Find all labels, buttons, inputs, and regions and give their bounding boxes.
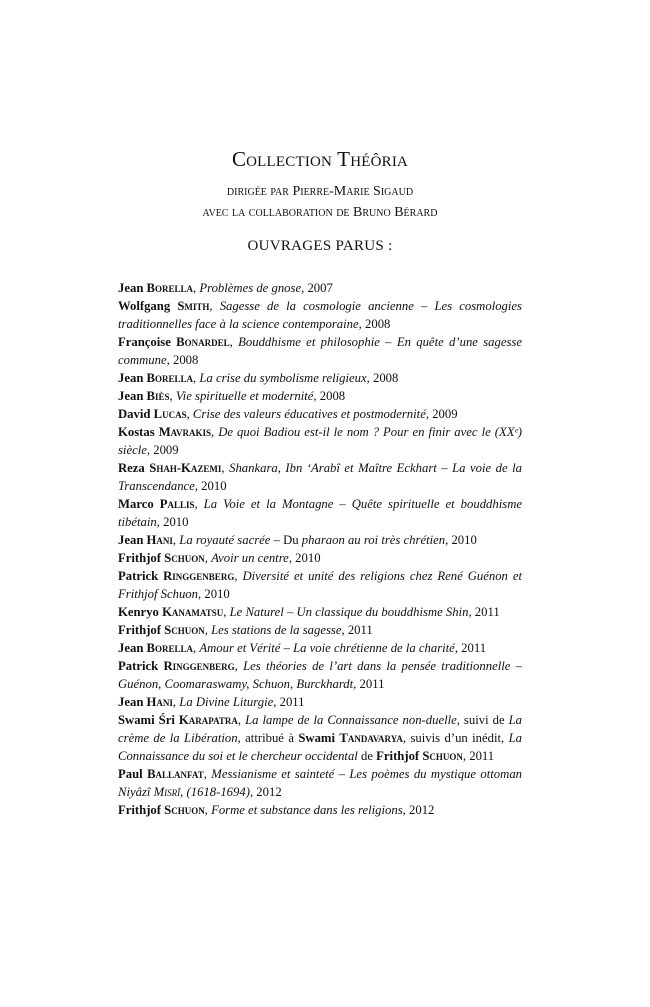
book-title: Vie spirituelle et modernité bbox=[175, 389, 314, 403]
entry-text: , bbox=[223, 605, 230, 619]
list-item bbox=[118, 279, 522, 297]
entry-text: , bbox=[204, 803, 212, 817]
author-name: Ballanfat bbox=[147, 767, 204, 781]
list-item bbox=[118, 765, 522, 801]
entry-text: , 2008 bbox=[358, 317, 391, 331]
entry-text: , 2011 bbox=[341, 623, 373, 637]
author-name: Jean bbox=[118, 695, 147, 709]
author-name: Shah-Kazemi bbox=[149, 461, 222, 475]
book-title: La lampe de la Connaissance non-duelle bbox=[245, 713, 457, 727]
book-list bbox=[118, 279, 522, 819]
book-title: Shankara, Ibn ‘Arabî et Maître Eckhart – La voie de la Transcendance, bbox=[118, 461, 522, 493]
entry-text: , bbox=[172, 533, 180, 547]
book-title: Les stations de la sagesse bbox=[211, 623, 342, 637]
list-item bbox=[118, 405, 522, 423]
entry-text: , 2010 bbox=[288, 551, 321, 565]
list-item bbox=[118, 387, 522, 405]
list-item bbox=[118, 657, 522, 693]
list-item bbox=[118, 621, 522, 639]
author-name: Tandavarya bbox=[339, 731, 403, 745]
directed-by-line: dirigée par Pierre-Marie Sigaud bbox=[226, 184, 414, 199]
book-title: La royauté sacrée bbox=[179, 533, 271, 547]
entry-text: , bbox=[204, 551, 212, 565]
book-title: Problèmes de gnose bbox=[199, 281, 302, 295]
entry-text: , bbox=[234, 569, 243, 583]
entry-text: , 2011 bbox=[454, 641, 487, 655]
author-name: Schuon bbox=[164, 551, 205, 565]
author-name: Jean bbox=[118, 533, 147, 547]
entry-text: , bbox=[193, 281, 200, 295]
entry-text: , 2008 bbox=[313, 389, 346, 403]
book-title: La crise du symbolisme religieux bbox=[199, 371, 367, 385]
author-name: Swami bbox=[298, 731, 340, 745]
book-title: La Connaissance du soi et le chercheur occidental bbox=[118, 731, 523, 763]
list-item bbox=[118, 693, 522, 711]
author-name: Borella bbox=[146, 641, 194, 655]
list-item bbox=[118, 459, 522, 495]
entry-text: , bbox=[194, 497, 204, 511]
author-name: Patrick bbox=[118, 659, 164, 673]
author-name: Jean bbox=[118, 371, 147, 385]
author-name: Karapatra bbox=[178, 713, 238, 727]
author-name: Frithjof bbox=[118, 623, 165, 637]
author-name: Kanamatsu bbox=[162, 605, 224, 619]
entry-text: , bbox=[186, 407, 193, 421]
book-title: Le Naturel – Un classique du bouddhisme Shin bbox=[229, 605, 469, 619]
author-name: Lucas bbox=[153, 407, 187, 421]
entry-text: , 2010 bbox=[445, 533, 477, 547]
entry-text: , 2012 bbox=[402, 803, 435, 817]
author-name: Borella bbox=[146, 371, 194, 385]
author-name: Ringgenberg bbox=[163, 659, 235, 673]
book-title: Diversité et unité des religions chez René Guénon et Frithjof Schuon bbox=[118, 569, 523, 601]
book-title: Messianisme et sainteté – Les poèmes du mystique ottoman Niyâzî bbox=[118, 767, 523, 799]
author-name: Jean bbox=[118, 281, 147, 295]
list-item bbox=[118, 711, 522, 765]
entry-text: , 2011 bbox=[353, 677, 385, 691]
author-name: Marco bbox=[118, 497, 160, 511]
list-item bbox=[118, 549, 522, 567]
book-title: De quoi Badiou est-il le nom ? Pour en finir avec le (XXᵉ) siècle bbox=[118, 425, 523, 457]
entry-text: , 2010 bbox=[198, 587, 230, 601]
entry-text: , 2011 bbox=[273, 695, 305, 709]
entry-text: , bbox=[204, 623, 212, 637]
list-item bbox=[118, 369, 522, 387]
collection-title: Collection Théôria bbox=[231, 147, 409, 171]
list-item bbox=[118, 495, 522, 531]
entry-text: , bbox=[203, 767, 212, 781]
entry-text: , attribué à bbox=[237, 731, 299, 745]
author-name: Françoise bbox=[118, 335, 177, 349]
entry-text: , bbox=[234, 659, 244, 673]
entry-text: , 2007 bbox=[301, 281, 333, 295]
author-name: Smith bbox=[177, 299, 210, 313]
book-title: La crème de la Libération bbox=[118, 713, 522, 745]
book-title: Bouddhisme et philosophie – En quête d’une sagesse commune bbox=[118, 335, 523, 367]
entry-text: 2010 bbox=[198, 479, 227, 493]
entry-text: , 2012 bbox=[249, 785, 282, 799]
author-name: Reza bbox=[118, 461, 150, 475]
author-name: Frithjof bbox=[376, 749, 423, 763]
book-title: Crise des valeurs éducatives et postmodernité bbox=[192, 407, 426, 421]
list-item bbox=[118, 801, 522, 819]
author-name: Wolfgang bbox=[118, 299, 178, 313]
entry-text: , suivis d’un inédit, bbox=[402, 731, 509, 745]
author-name: Schuon bbox=[164, 803, 205, 817]
author-name: Paul bbox=[118, 767, 148, 781]
book-title: Les théories de l’art dans la pensée traditionnelle – Guénon, Coomaraswamy, Schuon, Burckhardt bbox=[118, 659, 522, 691]
entry-text: , suivi de bbox=[456, 713, 509, 727]
book-title: , (1618-1694) bbox=[180, 785, 250, 799]
entry-text: , bbox=[172, 695, 180, 709]
book-title: La Divine Liturgie bbox=[179, 695, 274, 709]
author-name: Bonardel bbox=[176, 335, 230, 349]
list-item bbox=[118, 567, 522, 603]
entry-text: , bbox=[221, 461, 230, 475]
entry-text: , bbox=[169, 389, 176, 403]
entry-text: , bbox=[211, 425, 219, 439]
list-item bbox=[118, 423, 522, 459]
list-item bbox=[118, 531, 522, 549]
entry-text: , bbox=[237, 713, 246, 727]
author-name: Frithjof bbox=[118, 551, 165, 565]
author-name: Jean bbox=[118, 389, 147, 403]
list-item bbox=[118, 603, 522, 621]
entry-text: , 2011 bbox=[468, 605, 500, 619]
entry-text: , 2008 bbox=[366, 371, 399, 385]
author-name: Schuon bbox=[422, 749, 463, 763]
entry-text: , 2008 bbox=[166, 353, 199, 367]
author-name: Jean bbox=[118, 641, 147, 655]
entry-text: , bbox=[193, 641, 200, 655]
entry-text: , 2009 bbox=[146, 443, 179, 457]
author-name: Hani bbox=[146, 695, 173, 709]
author-name: Biès bbox=[146, 389, 170, 403]
book-title: Forme et substance dans les religions bbox=[211, 803, 403, 817]
author-name: Borella bbox=[146, 281, 194, 295]
collaboration-line: avec la collaboration de Bruno Bérard bbox=[202, 205, 438, 220]
author-name: Swami Śri bbox=[118, 713, 179, 727]
author-name: Kenryo bbox=[118, 605, 163, 619]
book-title: pharaon au roi très chrétien bbox=[301, 533, 446, 547]
author-name: Pallis bbox=[159, 497, 195, 511]
entry-text: , bbox=[229, 335, 239, 349]
author-name: Schuon bbox=[164, 623, 205, 637]
entry-text: , 2011 bbox=[462, 749, 495, 763]
author-name: Hani bbox=[146, 533, 173, 547]
list-item bbox=[118, 297, 522, 333]
author-name: Ringgenberg bbox=[163, 569, 235, 583]
book-title: Sagesse de la cosmologie ancienne – Les cosmologies traditionnelles face à la science contemporaine bbox=[118, 299, 522, 331]
book-title: Avoir un centre bbox=[211, 551, 289, 565]
book-title: Amour et Vérité – La voie chrétienne de la charité bbox=[199, 641, 455, 655]
entry-text: , bbox=[209, 299, 220, 313]
entry-text: , 2010 bbox=[156, 515, 189, 529]
list-item bbox=[118, 639, 522, 657]
book-title: Mısrî bbox=[153, 785, 181, 799]
author-name: Kostas bbox=[118, 425, 159, 439]
entry-text: , 2009 bbox=[425, 407, 458, 421]
list-item bbox=[118, 333, 522, 369]
author-name: Patrick bbox=[118, 569, 164, 583]
list-heading: OUVRAGES PARUS : bbox=[247, 238, 393, 254]
entry-text: de bbox=[357, 749, 377, 763]
author-name: David bbox=[118, 407, 154, 421]
book-title: La Voie et la Montagne – Quête spirituelle et bouddhisme tibétain bbox=[118, 497, 522, 529]
author-name: Mavrakis bbox=[158, 425, 212, 439]
entry-text: – Du bbox=[270, 533, 302, 547]
author-name: Frithjof bbox=[118, 803, 165, 817]
entry-text: , bbox=[193, 371, 200, 385]
